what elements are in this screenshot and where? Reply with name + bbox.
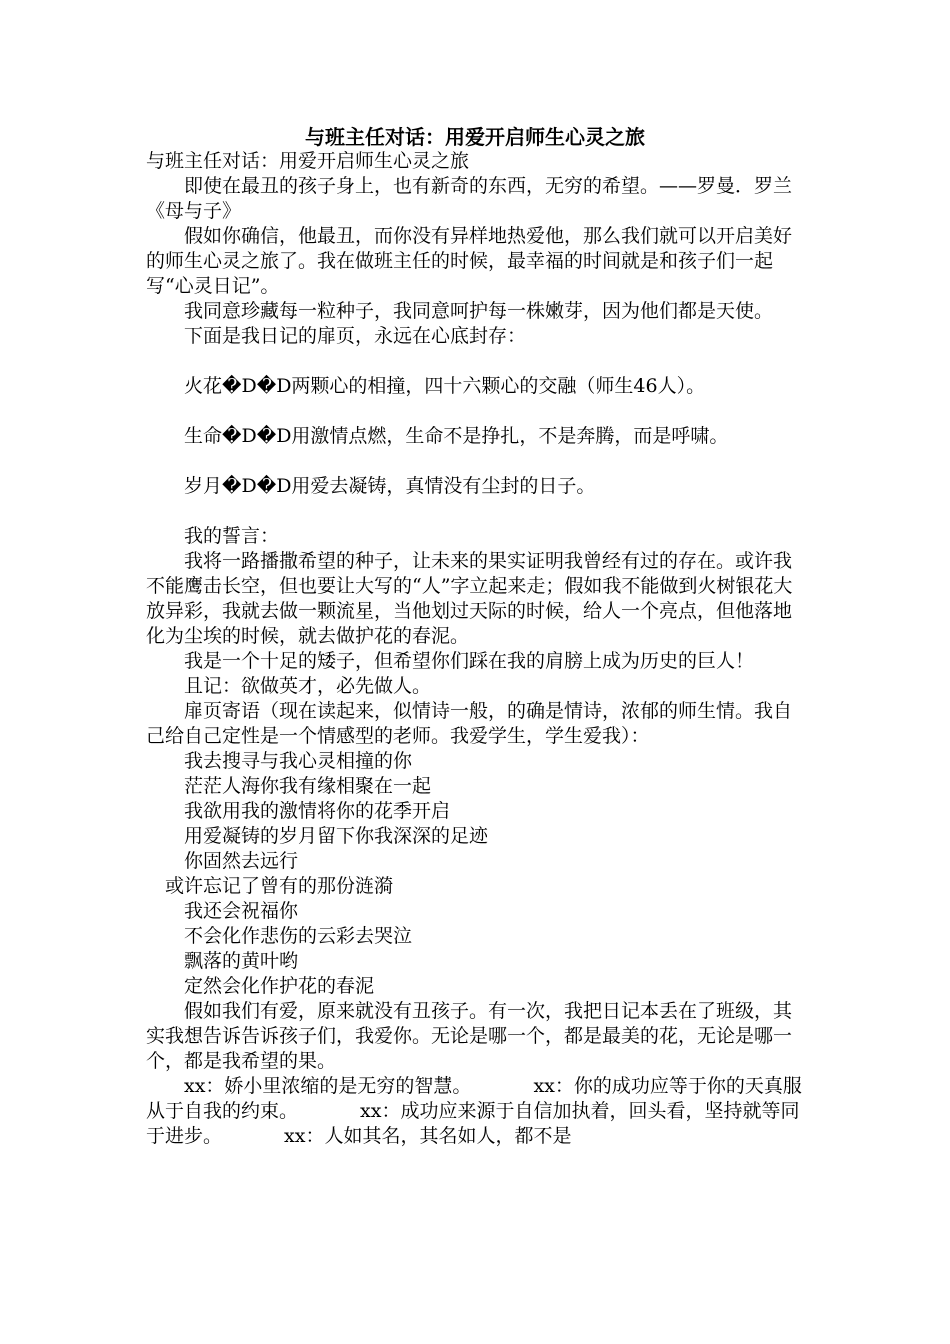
poem-line: 不会化作悲伤的云彩去哭泣: [184, 925, 413, 947]
motto-spark: 火花�D�D两颗心的相撞，四十六颗心的交融（师生46人）。: [184, 375, 706, 397]
poem-line: 飘落的黄叶哟: [184, 950, 299, 972]
paragraph-remember: 且记：欲做英才，必先做人。: [184, 675, 432, 697]
paragraph-flyleaf: 下面是我日记的扉页，永远在心底封存：: [184, 325, 527, 347]
document-title: 与班主任对话：用爱开启师生心灵之旅: [305, 125, 645, 149]
document-body: [146, 149, 806, 1149]
poem-line: 你固然去远行: [184, 850, 299, 872]
poem-line: 我去搜寻与我心灵相撞的你: [184, 750, 413, 772]
motto-years: 岁月�D�D用爱去凝铸，真情没有尘封的日子。: [184, 475, 596, 497]
paragraph-no-ugly-children: 假如我们有爱，原来就没有丑孩子。有一次，我把日记本丢在了班级，其实我想告诉告诉孩子们，我爱你。无论是哪一个，都是最美的花，无论是哪一个，都是我希望的果。: [146, 1000, 793, 1072]
motto-life: 生命�D�D用激情点燃，生命不是挣扎，不是奔腾，而是呼啸。: [184, 425, 729, 447]
student-comment: xx：你的成功应等于你的天真服从于自我的约束。: [146, 1075, 802, 1122]
student-comment: xx：人如其名，其名如人，都不是: [284, 1125, 572, 1147]
poem-line: 茫茫人海你我有缘相聚在一起: [184, 775, 432, 797]
paragraph-flyleaf-message: 扉页寄语（现在读起来，似情诗一般，的确是情诗，浓郁的师生情。我自己给自己定性是一个情感型的老师。我爱学生，学生爱我）：: [146, 700, 793, 747]
poem-line: 或许忘记了曾有的那份涟漪: [165, 875, 394, 897]
paragraph-oath: 我将一路播撒希望的种子，让未来的果实证明我曾经有过的存在。或许我不能鹰击长空，但也要让大写的“人”字立起来走；假如我不能做到火树银花大放异彩，我就去做一颗流星，当他划过天际的时候，给人一个亮点，但他落地化为尘埃的时候，就去做护花的春泥。: [146, 550, 793, 647]
poem-line: 我还会祝福你: [184, 900, 299, 922]
oath-label: 我的誓言：: [184, 525, 280, 547]
poem-line: 用爱凝铸的岁月留下你我深深的足迹: [184, 825, 489, 847]
poem-line: 定然会化作护花的春泥: [184, 975, 375, 997]
paragraph-student-comments: [146, 1074, 806, 1149]
opening-quote: 即使在最丑的孩子身上，也有新奇的东西，无穷的希望。——罗曼．罗兰《母与子》: [146, 175, 793, 222]
poem-line: 我欲用我的激情将你的花季开启: [184, 800, 451, 822]
paragraph-seeds: 我同意珍藏每一粒种子，我同意呵护每一株嫩芽，因为他们都是天使。: [184, 300, 774, 322]
student-comment: xx：娇小里浓缩的是无穷的智慧。: [184, 1075, 472, 1097]
paragraph-giant: 我是一个十足的矮子，但希望你们踩在我的肩膀上成为历史的巨人！: [184, 650, 755, 672]
document-subtitle: 与班主任对话：用爱开启师生心灵之旅: [146, 150, 470, 172]
student-comment: xx：成功应来源于自信加执着，回头看，坚持就等同于进步。: [146, 1100, 800, 1147]
paragraph-intro: 假如你确信，他最丑，而你没有异样地热爱他，那么我们就可以开启美好的师生心灵之旅了。我在做班主任的时候，最幸福的时间就是和孩子们一起写“心灵日记”。: [146, 225, 793, 297]
